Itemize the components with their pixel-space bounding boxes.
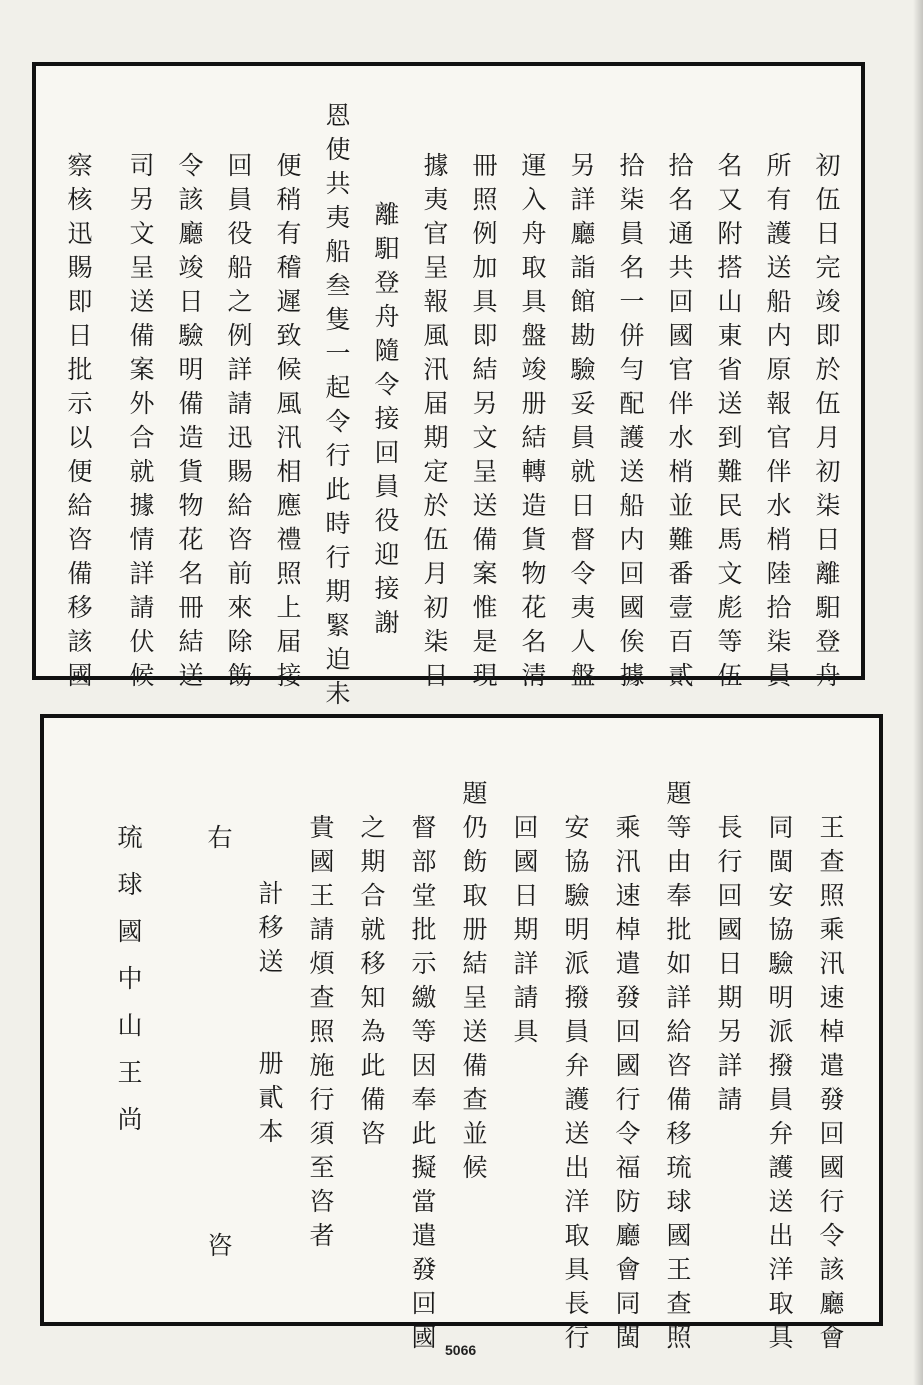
text-column: 據夷官呈報風汛届期定於伍月初柒日: [420, 152, 449, 696]
text-column: 拾柒員名一併勻配護送船内回國俟據: [616, 152, 645, 696]
text-column: 乘汛速棹遣發回國行令福防廳會同閩: [612, 814, 641, 1358]
text-column: 同閩安協驗明派撥員弁護送出洋取具: [765, 814, 794, 1358]
text-column: 督部堂批示繳等因奉此擬當遣發回國: [408, 814, 437, 1358]
text-column: 之期合就移知為此備咨: [357, 814, 386, 1154]
text-column: 名又附搭山東省送到難民馬文彪等伍: [714, 152, 743, 696]
text-column: 題等由奉批如詳給咨備移琉球國王查照: [663, 780, 692, 1358]
text-column: 冊照例加具即結另文呈送備案惟是現: [469, 152, 498, 696]
text-column: 初伍日完竣即於伍月初柒日離馹登舟: [812, 152, 841, 696]
text-column: 運入舟取具盤竣册結轉造貨物花名清: [518, 152, 547, 696]
top-document-panel: [32, 62, 865, 714]
text-column: 貴國王請煩查照施行須至咨者: [306, 814, 335, 1256]
text-column: 便稍有稽遲致候風汛相應禮照上届接: [273, 152, 302, 696]
text-column: 令該廳竣日驗明備造貨物花名冊結送: [175, 152, 204, 696]
text-column: 司另文呈送備案外合就據情詳請伏候: [126, 152, 155, 696]
text-column: 所有護送船内原報官伴水梢陸拾柒員: [763, 152, 792, 696]
text-column: 回國日期詳請具: [510, 814, 539, 1052]
page-number: 5066: [445, 1342, 477, 1358]
text-column: 離馹登舟隨令接回員役迎接謝: [371, 201, 400, 643]
text-column: 另詳廳詣館勘驗妥員就日督令夷人盤: [567, 152, 596, 696]
text-column: 安協驗明派撥員弁護送出洋取具長行: [561, 814, 590, 1358]
text-column: 拾名通共回國官伴水梢並難番壹百貳: [665, 152, 694, 696]
text-column: 琉球國中山王尚: [114, 824, 143, 1153]
text-column: 王查照乘汛速棹遣發回國行令該廳會: [816, 814, 845, 1358]
text-column: 察核迅賜即日批示以便給咨備移該國: [64, 152, 93, 696]
text-column: 計移送 册貳本: [255, 880, 284, 1152]
page-edge-shadow: [913, 0, 923, 1385]
text-column: 恩使共夷船叁隻一起令行此時行期緊迫未: [322, 102, 351, 714]
text-column: 題仍飭取册結呈送備查並候: [459, 780, 488, 1188]
text-column: 長行回國日期另詳請: [714, 814, 743, 1120]
text-column: 回員役船之例詳請迅賜給咨前來除飭: [224, 152, 253, 696]
text-column: 右 咨: [204, 824, 233, 1266]
